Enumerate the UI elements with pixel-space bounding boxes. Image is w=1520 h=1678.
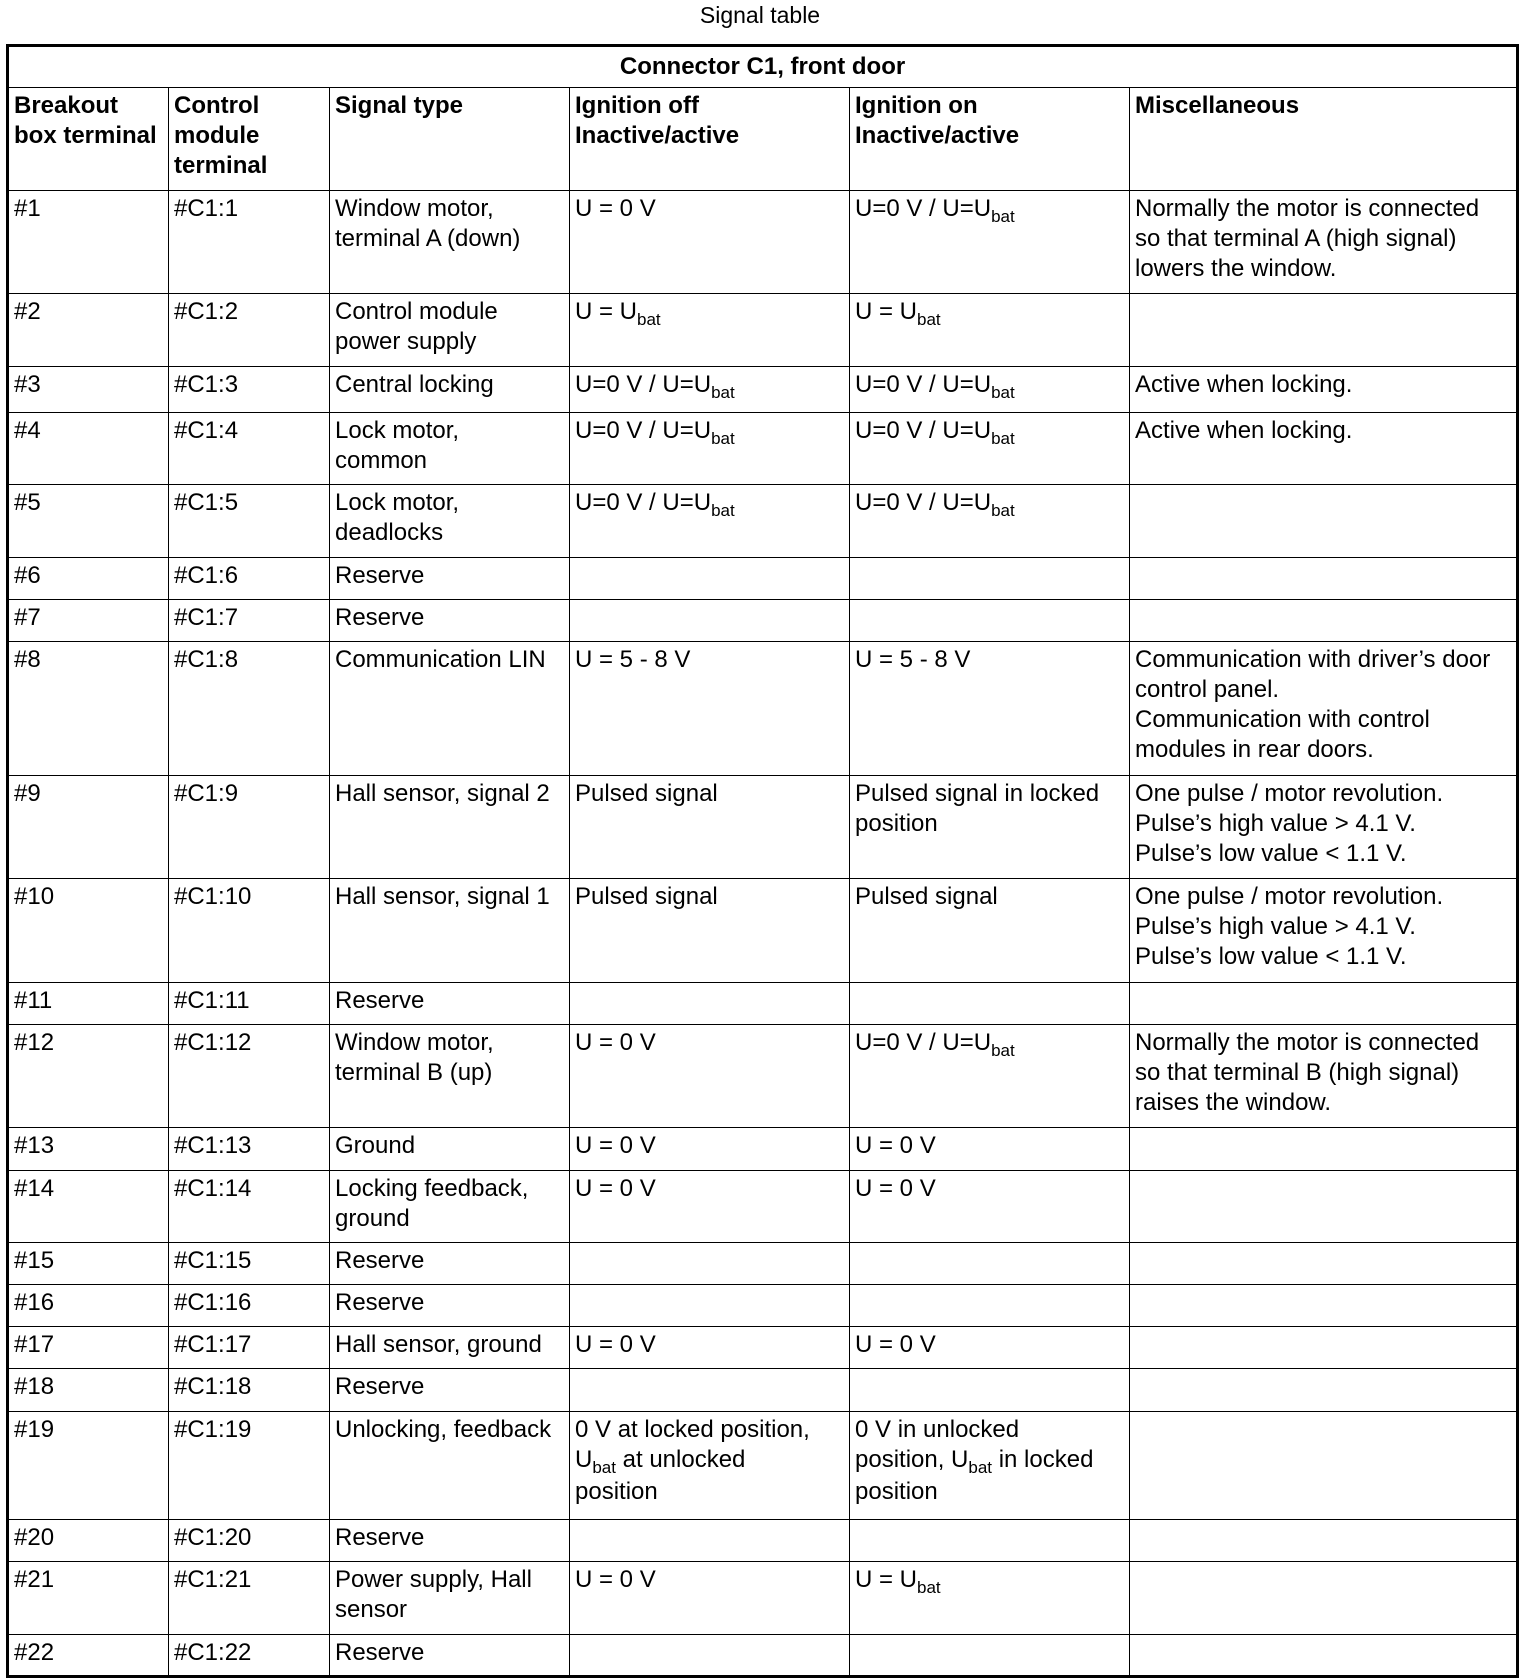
miscellaneous-cell (1130, 642, 1518, 776)
subscript: bat (637, 310, 661, 330)
module-terminal-cell: #C1:16 (169, 1285, 330, 1327)
cell-line (575, 1415, 844, 1445)
cell-line: Control module (335, 298, 498, 326)
miscellaneous-cell (1130, 1128, 1518, 1170)
breakout-terminal-cell: #16 (8, 1285, 169, 1327)
breakout-terminal-cell: #7 (8, 599, 169, 641)
cell-line (575, 297, 844, 329)
signal-type-cell (330, 599, 570, 641)
cell-line: Reserve (335, 1638, 425, 1666)
cell-line (575, 1565, 844, 1595)
table-row (8, 1411, 1518, 1520)
ignition-on-cell (850, 1562, 1130, 1634)
signal-type-cell (330, 1024, 570, 1127)
column-header-miscellaneous: Miscellaneous (1130, 88, 1518, 191)
breakout-terminal-cell: #17 (8, 1327, 169, 1369)
breakout-terminal-cell: #10 (8, 879, 169, 982)
cell-line: Pulse’s high value > 4.1 V. (1135, 809, 1416, 837)
breakout-terminal-cell: #21 (8, 1562, 169, 1634)
cell-text: U = 0 V (855, 1331, 936, 1359)
module-terminal-cell: #C1:3 (169, 366, 330, 412)
cell-line (855, 645, 1124, 675)
ignition-on-cell (850, 1242, 1130, 1284)
table-row (8, 1170, 1518, 1242)
cell-line: Ground (335, 1132, 416, 1160)
cell-line: One pulse / motor revolution. (1135, 883, 1444, 911)
table-row (8, 1242, 1518, 1284)
cell-line: Pulse’s high value > 4.1 V. (1135, 913, 1416, 941)
table-row (8, 879, 1518, 982)
table-row (8, 413, 1518, 485)
cell-line: Communication with driver’s door (1135, 646, 1491, 674)
ignition-off-cell (570, 775, 850, 878)
cell-line (575, 882, 844, 912)
cell-text: 0 V in unlocked (855, 1415, 1020, 1443)
module-terminal-cell: #C1:8 (169, 642, 330, 776)
table-row (8, 1369, 1518, 1411)
ignition-off-cell (570, 294, 850, 366)
cell-text: U = 0 V (575, 1132, 656, 1160)
module-terminal-cell: #C1:18 (169, 1369, 330, 1411)
ignition-off-cell (570, 1327, 850, 1369)
cell-line (575, 779, 844, 809)
cell-line: ground (335, 1204, 410, 1232)
column-header-row (8, 88, 1518, 191)
module-terminal-cell: #C1:12 (169, 1024, 330, 1127)
table-row (8, 1520, 1518, 1562)
ignition-off-cell (570, 1128, 850, 1170)
cell-text: U=0 V / U=U (855, 195, 992, 222)
miscellaneous-cell (1130, 366, 1518, 412)
miscellaneous-cell (1130, 1411, 1518, 1520)
module-terminal-cell: #C1:4 (169, 413, 330, 485)
table-row (8, 366, 1518, 412)
miscellaneous-cell (1130, 775, 1518, 878)
miscellaneous-cell (1130, 1562, 1518, 1634)
ignition-on-cell (850, 485, 1130, 557)
signal-type-cell (330, 413, 570, 485)
cell-text: U=0 V / U=U (855, 1028, 992, 1056)
cell-text: U=0 V / U=U (575, 417, 712, 445)
module-terminal-cell: #C1:20 (169, 1520, 330, 1562)
miscellaneous-cell (1130, 1242, 1518, 1284)
module-terminal-cell: #C1:7 (169, 599, 330, 641)
cell-line (575, 416, 844, 448)
breakout-terminal-cell: #3 (8, 366, 169, 412)
module-terminal-cell: #C1:14 (169, 1170, 330, 1242)
cell-line (575, 488, 844, 520)
breakout-terminal-cell: #8 (8, 642, 169, 776)
table-row (8, 1128, 1518, 1170)
signal-type-cell (330, 191, 570, 294)
signal-type-cell (330, 642, 570, 776)
cell-line: Locking feedback, (335, 1174, 529, 1202)
cell-text: U = 0 V (855, 1174, 936, 1202)
cell-text: U = 0 V (575, 1028, 656, 1056)
cell-line: Reserve (335, 1289, 425, 1317)
cell-text: U=0 V / U=U (855, 370, 992, 398)
cell-text: U = 0 V (575, 1174, 656, 1202)
cell-text: Pulsed signal (575, 883, 718, 911)
cell-text: U=0 V / U=U (855, 489, 992, 517)
ignition-on-cell (850, 1634, 1130, 1676)
cell-text: Pulsed signal (855, 883, 998, 911)
ignition-on-cell (850, 1170, 1130, 1242)
signal-type-cell (330, 1634, 570, 1676)
signal-type-cell (330, 879, 570, 982)
ignition-on-cell (850, 642, 1130, 776)
cell-line (855, 488, 1124, 520)
signal-type-cell (330, 1128, 570, 1170)
cell-line: sensor (335, 1596, 408, 1624)
connector-title: Connector C1, front door (8, 46, 1518, 88)
subscript: bat (917, 310, 941, 330)
cell-line: Active when locking. (1135, 417, 1353, 445)
cell-line: terminal B (up) (335, 1058, 493, 1086)
ignition-off-cell (570, 413, 850, 485)
cell-line: Normally the motor is connected (1135, 195, 1480, 222)
subscript: bat (991, 207, 1015, 226)
cell-line: One pulse / motor revolution. (1135, 779, 1444, 807)
miscellaneous-cell (1130, 1170, 1518, 1242)
ignition-off-cell (570, 1242, 850, 1284)
cell-text: U = 0 V (575, 1331, 656, 1359)
module-terminal-cell: #C1:11 (169, 982, 330, 1024)
cell-line: Window motor, (335, 1028, 494, 1056)
cell-text: Pulsed signal (575, 779, 718, 807)
signal-type-cell (330, 1285, 570, 1327)
miscellaneous-cell (1130, 1520, 1518, 1562)
ignition-off-cell (570, 1369, 850, 1411)
ignition-off-cell (570, 599, 850, 641)
subscript: bat (917, 1578, 941, 1598)
subscript: bat (991, 501, 1015, 521)
table-row (8, 557, 1518, 599)
cell-line: Lock motor, (335, 417, 460, 445)
module-terminal-cell: #C1:22 (169, 1634, 330, 1676)
cell-line: Hall sensor, ground (335, 1331, 542, 1359)
ignition-on-cell (850, 1520, 1130, 1562)
table-row (8, 1327, 1518, 1369)
subscript: bat (991, 429, 1015, 449)
cell-line: Pulse’s low value < 1.1 V. (1135, 839, 1407, 867)
cell-text: U=0 V / U=U (575, 489, 712, 517)
miscellaneous-cell (1130, 982, 1518, 1024)
cell-line: control panel. (1135, 676, 1280, 704)
cell-line: Reserve (335, 561, 425, 589)
miscellaneous-cell (1130, 191, 1518, 294)
breakout-terminal-cell: #12 (8, 1024, 169, 1127)
breakout-terminal-cell: #5 (8, 485, 169, 557)
table-row (8, 1634, 1518, 1676)
cell-line (855, 1565, 1124, 1597)
cell-line: Lock motor, (335, 489, 460, 517)
miscellaneous-cell (1130, 599, 1518, 641)
cell-line: Pulse’s low value < 1.1 V. (1135, 943, 1407, 971)
table-body (8, 191, 1518, 1677)
ignition-on-cell (850, 879, 1130, 982)
cell-line: Hall sensor, signal 2 (335, 779, 550, 807)
signal-type-cell (330, 1411, 570, 1520)
cell-line: Central locking (335, 370, 494, 398)
signal-type-cell (330, 1170, 570, 1242)
cell-line (855, 1174, 1124, 1204)
table-row (8, 775, 1518, 878)
breakout-terminal-cell: #9 (8, 775, 169, 878)
breakout-terminal-cell: #2 (8, 294, 169, 366)
cell-line: Reserve (335, 1246, 425, 1274)
breakout-terminal-cell: #19 (8, 1411, 169, 1520)
breakout-terminal-cell: #13 (8, 1128, 169, 1170)
ignition-off-cell (570, 1634, 850, 1676)
breakout-terminal-cell: #11 (8, 982, 169, 1024)
signal-type-cell (330, 775, 570, 878)
miscellaneous-cell (1130, 413, 1518, 485)
table-row (8, 1024, 1518, 1127)
cell-text: U = 5 - 8 V (575, 646, 691, 674)
subscript: bat (592, 1457, 616, 1477)
module-terminal-cell: #C1:6 (169, 557, 330, 599)
ignition-off-cell (570, 1562, 850, 1634)
ignition-on-cell (850, 413, 1130, 485)
breakout-terminal-cell: #4 (8, 413, 169, 485)
cell-line: Normally the motor is connected (1135, 1028, 1480, 1056)
cell-text: 0 V at locked position, (575, 1415, 810, 1443)
cell-line: Communication LIN (335, 646, 546, 674)
module-terminal-cell: #C1:21 (169, 1562, 330, 1634)
ignition-on-cell (850, 1285, 1130, 1327)
cell-line: lowers the window. (1135, 255, 1337, 282)
cell-line (575, 1028, 844, 1058)
breakout-terminal-cell: #6 (8, 557, 169, 599)
cell-line (855, 1028, 1124, 1060)
cell-line: Unlocking, feedback (335, 1415, 552, 1443)
cell-line (855, 297, 1124, 329)
cell-text: U=0 V / U=U (855, 417, 992, 445)
miscellaneous-cell (1130, 1285, 1518, 1327)
miscellaneous-cell (1130, 1634, 1518, 1676)
subscript: bat (991, 382, 1015, 402)
cell-text: U (575, 1445, 593, 1473)
subscript: bat (991, 1040, 1015, 1060)
cell-line: common (335, 447, 428, 475)
signal-type-cell (330, 366, 570, 412)
cell-line: Communication with control (1135, 706, 1430, 734)
cell-text: U = 5 - 8 V (855, 646, 971, 674)
cell-line (575, 194, 844, 224)
cell-line (575, 370, 844, 402)
subscript: bat (711, 501, 735, 521)
cell-text: in locked (992, 1445, 1094, 1473)
cell-line: Reserve (335, 1373, 425, 1401)
signal-table (6, 44, 1519, 1678)
cell-line (855, 779, 1124, 809)
cell-text: position (855, 1477, 938, 1505)
ignition-off-cell (570, 879, 850, 982)
ignition-on-cell (850, 1024, 1130, 1127)
cell-line (575, 645, 844, 675)
signal-type-cell (330, 982, 570, 1024)
cell-line (575, 1174, 844, 1204)
cell-text: U = 0 V (855, 1132, 936, 1160)
subscript: bat (711, 429, 735, 449)
ignition-on-cell (850, 366, 1130, 412)
ignition-on-cell (850, 1327, 1130, 1369)
signal-type-cell (330, 485, 570, 557)
cell-line (855, 1330, 1124, 1360)
table-row (8, 485, 1518, 557)
cell-line: so that terminal A (high signal) (1135, 225, 1457, 252)
miscellaneous-cell (1130, 1327, 1518, 1369)
breakout-terminal-cell: #1 (8, 191, 169, 294)
cell-line (855, 1415, 1124, 1445)
ignition-off-cell (570, 982, 850, 1024)
page-title: Signal table (699, 2, 821, 28)
module-terminal-cell: #C1:19 (169, 1411, 330, 1520)
cell-line (575, 1477, 844, 1507)
ignition-on-cell (850, 1411, 1130, 1520)
cell-line: deadlocks (335, 519, 444, 547)
cell-line (855, 882, 1124, 912)
cell-line (855, 416, 1124, 448)
breakout-terminal-cell: #18 (8, 1369, 169, 1411)
cell-line (575, 1445, 844, 1477)
signal-type-cell (330, 557, 570, 599)
table-row (8, 1562, 1518, 1634)
ignition-on-cell (850, 191, 1130, 294)
module-terminal-cell: #C1:2 (169, 294, 330, 366)
column-header-ignition-off: Ignition off Inactive/active (570, 88, 850, 191)
subscript: bat (711, 382, 735, 402)
table-row (8, 642, 1518, 776)
table-row (8, 982, 1518, 1024)
cell-text: at unlocked (615, 1445, 746, 1473)
cell-line (855, 370, 1124, 402)
ignition-off-cell (570, 485, 850, 557)
cell-line: Active when locking. (1135, 370, 1353, 398)
signal-type-cell (330, 1520, 570, 1562)
cell-line: Hall sensor, signal 1 (335, 883, 550, 911)
cell-line: so that terminal B (high signal) (1135, 1058, 1460, 1086)
cell-line (855, 194, 1124, 226)
cell-line: Reserve (335, 603, 425, 631)
table-row (8, 1285, 1518, 1327)
module-terminal-cell: #C1:5 (169, 485, 330, 557)
cell-line (855, 1477, 1124, 1507)
miscellaneous-cell (1130, 879, 1518, 982)
module-terminal-cell: #C1:15 (169, 1242, 330, 1284)
miscellaneous-cell (1130, 557, 1518, 599)
module-terminal-cell: #C1:9 (169, 775, 330, 878)
cell-text: U = U (855, 1566, 918, 1594)
table-row (8, 599, 1518, 641)
cell-line: Power supply, Hall (335, 1566, 532, 1594)
subscript: bat (968, 1457, 993, 1477)
cell-text: Pulsed signal in locked (855, 779, 1100, 807)
signal-type-cell (330, 1327, 570, 1369)
cell-text: position, U (855, 1445, 969, 1473)
ignition-on-cell (850, 1128, 1130, 1170)
cell-line (575, 1330, 844, 1360)
cell-line: Window motor, (335, 195, 494, 222)
ignition-on-cell (850, 1369, 1130, 1411)
miscellaneous-cell (1130, 1024, 1518, 1127)
module-terminal-cell: #C1:1 (169, 191, 330, 294)
signal-type-cell (330, 294, 570, 366)
signal-type-cell (330, 1242, 570, 1284)
cell-text: U = U (855, 298, 918, 326)
column-header-signal-type: Signal type (330, 88, 570, 191)
miscellaneous-cell (1130, 294, 1518, 366)
cell-line: modules in rear doors. (1135, 736, 1374, 764)
ignition-on-cell (850, 294, 1130, 366)
signal-type-cell (330, 1562, 570, 1634)
cell-line: Reserve (335, 1524, 425, 1552)
table-row (8, 191, 1518, 294)
column-header-module-terminal: Control module terminal (169, 88, 330, 191)
ignition-off-cell (570, 1170, 850, 1242)
ignition-off-cell (570, 1411, 850, 1520)
breakout-terminal-cell: #20 (8, 1520, 169, 1562)
column-header-ignition-on: Ignition on Inactive/active (850, 88, 1130, 191)
cell-text: position (855, 809, 938, 837)
breakout-terminal-cell: #14 (8, 1170, 169, 1242)
cell-line: terminal A (down) (335, 225, 521, 252)
module-terminal-cell: #C1:13 (169, 1128, 330, 1170)
table-row (8, 294, 1518, 366)
cell-text: U = 0 V (575, 195, 656, 222)
breakout-terminal-cell: #22 (8, 1634, 169, 1676)
cell-line: raises the window. (1135, 1088, 1332, 1116)
ignition-off-cell (570, 557, 850, 599)
cell-line (855, 809, 1124, 839)
module-terminal-cell: #C1:10 (169, 879, 330, 982)
miscellaneous-cell (1130, 485, 1518, 557)
ignition-off-cell (570, 366, 850, 412)
ignition-on-cell (850, 599, 1130, 641)
miscellaneous-cell (1130, 1369, 1518, 1411)
ignition-off-cell (570, 1520, 850, 1562)
module-terminal-cell: #C1:17 (169, 1327, 330, 1369)
ignition-on-cell (850, 982, 1130, 1024)
cell-text: position (575, 1477, 658, 1505)
ignition-on-cell (850, 557, 1130, 599)
ignition-off-cell (570, 191, 850, 294)
cell-line: Reserve (335, 986, 425, 1014)
cell-line (855, 1131, 1124, 1161)
column-header-breakout: Breakout box terminal (8, 88, 169, 191)
breakout-terminal-cell: #15 (8, 1242, 169, 1284)
ignition-off-cell (570, 1285, 850, 1327)
ignition-off-cell (570, 1024, 850, 1127)
cell-line: power supply (335, 328, 477, 356)
ignition-off-cell (570, 642, 850, 776)
cell-line (855, 1445, 1124, 1477)
cell-text: U=0 V / U=U (575, 370, 712, 398)
ignition-on-cell (850, 775, 1130, 878)
signal-type-cell (330, 1369, 570, 1411)
cell-text: U = U (575, 298, 638, 326)
cell-text: U = 0 V (575, 1566, 656, 1594)
cell-line (575, 1131, 844, 1161)
